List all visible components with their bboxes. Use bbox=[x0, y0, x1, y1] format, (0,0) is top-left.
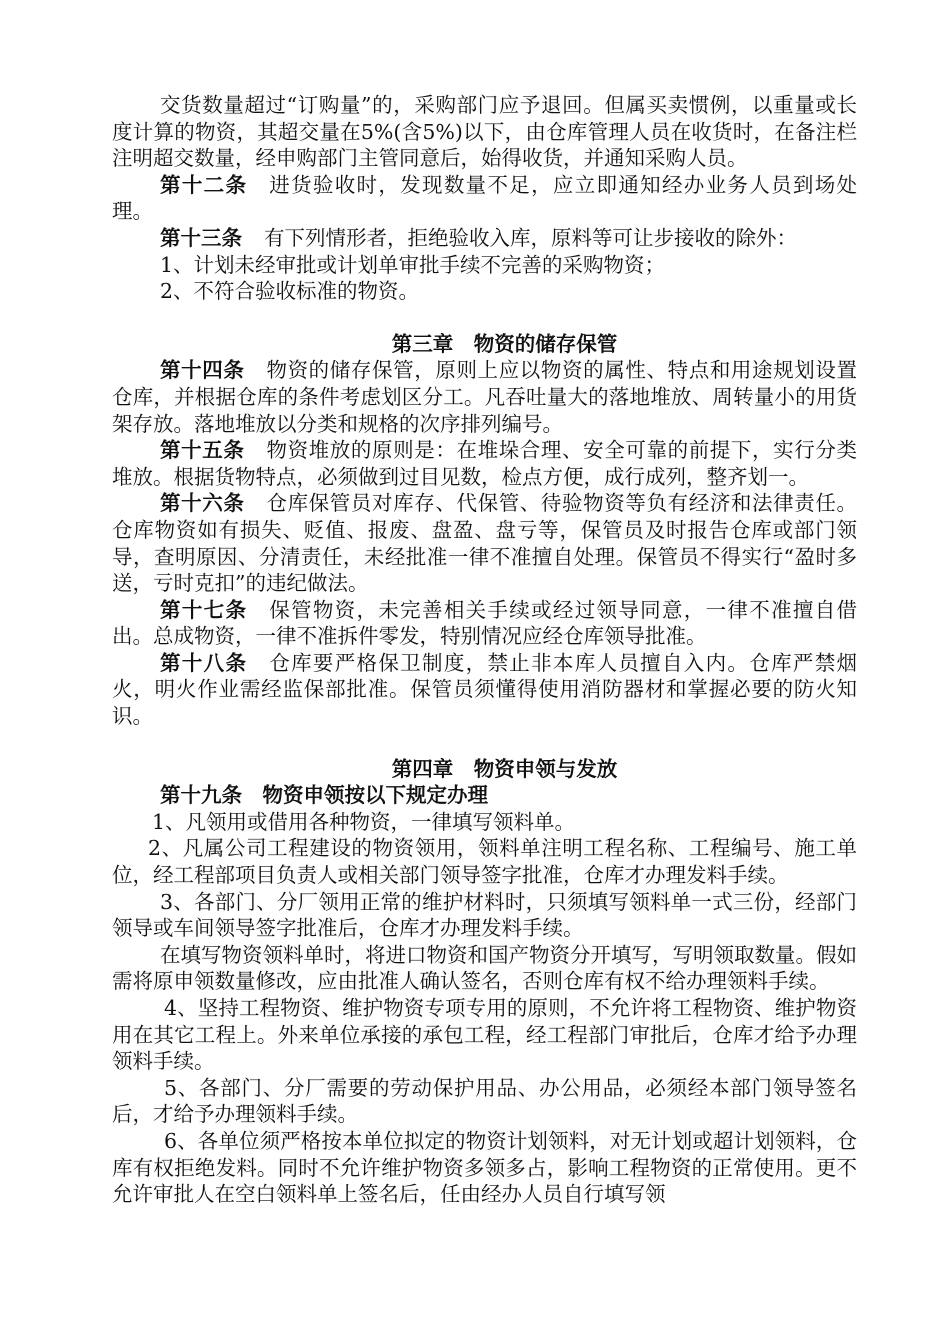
article-16 bbox=[112, 490, 857, 596]
paragraph-over-delivery: 交货数量超过“订购量”的，采购部门应予退回。但属买卖惯例，以重量或长度计算的物资，其超交量在5%(含5%)以下，由仓库管理人员在收货时，在备注栏注明超交数量，经申购部门主管同意后，始得收货，并通知采购人员。 bbox=[112, 93, 857, 171]
article-16-text: 仓库保管员对库存、代保管、待验物资等负有经济和法律责任。仓库物资如有损失、贬值、报废、盘盈、盘亏等，保管员及时报告仓库或部门领导，查明原因、分清责任，未经批准一律不准擅自处理。保管员不得实行“盈时多送，亏时克扣”的违纪做法。 bbox=[112, 491, 857, 596]
article-19-item-3-note: 在填写物资领料单时，将进口物资和国产物资分开填写，写明领取数量。假如需将原申领数量修改，应由批准人确认签名，否则仓库有权不给办理领料手续。 bbox=[112, 942, 857, 994]
article-19-item-1: 1、凡领用或借用各种物资，一律填写领料单。 bbox=[152, 809, 576, 834]
article-16-label: 第十六条 bbox=[160, 491, 245, 516]
article-15 bbox=[112, 437, 857, 490]
spacer bbox=[112, 305, 857, 331]
article-18-label: 第十八条 bbox=[160, 650, 248, 675]
article-17 bbox=[112, 597, 857, 650]
article-17-label: 第十七条 bbox=[160, 597, 248, 622]
chapter-4-heading: 第四章 物资申领与发放 bbox=[391, 756, 618, 781]
chapter-3-heading: 第三章 物资的储存保管 bbox=[391, 331, 618, 356]
document-page bbox=[112, 92, 857, 1208]
article-15-text: 物资堆放的原则是：在堆垛合理、安全可靠的前提下，实行分类堆放。根据货物特点，必须做到过目见数，检点方便，成行成列，整齐划一。 bbox=[112, 438, 857, 489]
article-13-label: 第十三条 bbox=[160, 225, 242, 250]
article-19-item-4: 4、坚持工程物资、维护物资专项专用的原则，不允许将工程物资、维护物资用在其它工程上。外来单位承接的承包工程，经工程部门审批后，仓库才给予办理领料手续。 bbox=[112, 996, 857, 1074]
article-19-item-6: 6、各单位须严格按本单位拟定的物资计划领料，对无计划或超计划领料，仓库有权拒绝发料。同时不允许维护物资多领多占，影响工程物资的正常使用。更不允许审批人在空白领料单上签名后，任由经办人员自行填写领 bbox=[112, 1128, 857, 1207]
article-19-item-5: 5、各部门、分厂需要的劳动保护用品、办公用品，必须经本部门领导签名后，才给予办理领料手续。 bbox=[112, 1075, 857, 1127]
article-12-text: 进货验收时，发现数量不足，应立即通知经办业务人员到场处理。 bbox=[112, 172, 858, 224]
article-18-text: 仓库要严格保卫制度，禁止非本库人员擅自入内。仓库严禁烟火，明火作业需经监保部批准。保管员须懂得使用消防器材和掌握必要的防火知识。 bbox=[112, 650, 858, 729]
article-19-item-3: 3、各部门、分厂领用正常的维护材料时，只须填写领料单一式三份，经部门领导或车间领导签字批准后，仓库才办理发料手续。 bbox=[112, 889, 857, 941]
article-13-item-2: 2、不符合验收标准的物资。 bbox=[160, 279, 420, 304]
article-14-text: 物资的储存保管，原则上应以物资的属性、特点和用途规划设置仓库，并根据仓库的条件考虑划区分工。凡吞吐量大的落地堆放、周转量小的用货架存放。落地堆放以分类和规格的次序排列编号。 bbox=[112, 358, 857, 436]
article-12-label: 第十二条 bbox=[160, 172, 248, 197]
spacer bbox=[112, 730, 857, 756]
article-12 bbox=[112, 172, 857, 225]
article-17-text: 保管物资，未完善相关手续或经过领导同意，一律不准擅自借出。总成物资，一律不准拆件零发，特别情况应经仓库领导批准。 bbox=[112, 597, 858, 649]
article-14 bbox=[112, 357, 857, 437]
article-13 bbox=[112, 225, 857, 252]
article-13-item-1: 1、计划未经审批或计划单审批手续不完善的采购物资； bbox=[160, 252, 666, 277]
article-18 bbox=[112, 650, 857, 730]
article-13-text: 有下列情形者，拒绝验收入库，原料等可让步接收的除外： bbox=[264, 225, 797, 250]
article-19-heading: 第十九条 物资申领按以下规定办理 bbox=[160, 783, 488, 808]
article-14-label: 第十四条 bbox=[160, 358, 245, 383]
article-15-label: 第十五条 bbox=[160, 438, 245, 463]
article-19-item-2: 2、凡属公司工程建设的物资领用，领料单注明工程名称、工程编号、施工单位，经工程部项目负责人或相关部门领导签字批准，仓库才办理发料手续。 bbox=[112, 836, 857, 888]
